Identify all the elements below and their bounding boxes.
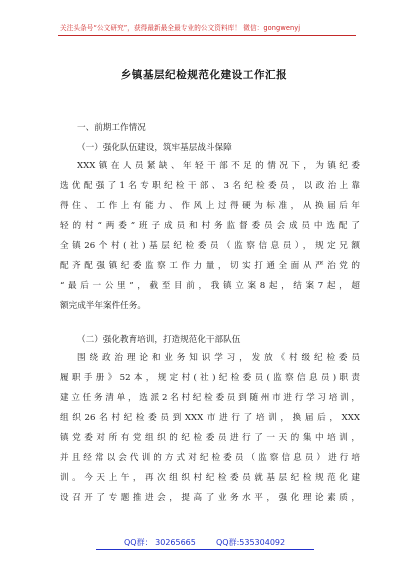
paragraph-line: 全镇26个村(社)基层纪检委员（监察信息员），规定兄额 [60,241,360,251]
header-banner: 关注头条号“公文研究”，获得最新最全最专业的公文资料库！ 微信：gongwenyj [60,24,301,32]
document-title: 乡镇基层纪检规范化建设工作汇报 [120,69,288,81]
paragraph-1 [60,156,360,316]
paragraph-line: 围绕政治理论和业务知识学习，发放《村级纪检委员 [77,353,360,363]
paragraph-line: 训。今天上午，再次组织村纪检委员就基层纪检规范化建 [60,473,360,483]
paragraph-line: XXX镇在人员紧缺、年轻干部不足的情况下，为镇纪委 [77,161,360,171]
paragraph-line: 配齐配强镇纪委监察工作力量，切实打通全面从严治党的 [60,261,360,271]
paragraph-line: 额完成半年案件任务。 [60,301,146,311]
paragraph-line: 得住、工作上有能力、作风上过得硬为标准，从换届后年 [60,201,360,211]
paragraph-line: 选优配强了1名专职纪检干部、3名纪检委员，以政治上靠 [60,181,360,191]
paragraph-line: 轻的村“两委”班子成员和村务监督委员会成员中选配了 [60,221,360,231]
section-heading: 一、前期工作情况 [77,123,146,133]
subsection-heading-1: （一）强化队伍建设，筑牢基层战斗保障 [77,143,232,153]
header-divider [58,35,356,36]
paragraph-2 [60,348,360,508]
paragraph-line: 组织26名村纪检委员到XXX市进行了培训，换届后，XXX [60,413,360,423]
subsection-heading-2: （二）强化教育培训，打造规范化干部队伍 [77,335,241,345]
footer-divider [96,549,314,550]
paragraph-line: 并且经常以会代训的方式对纪检委员（监察信息员）进行培 [60,453,360,463]
paragraph-line: 镇党委对所有党组织的纪检委员进行了一天的集中培训， [60,433,360,443]
paragraph-line: 建立任务清单，选派2名村纪检委员到随州市进行学习培训， [60,393,360,403]
paragraph-line: 履职手册》52本，规定村(社)纪检委员(监察信息员)职责 [60,373,360,383]
paragraph-line: “最后一公里”，截至目前，我镇立案8起，结案7起，超 [60,281,360,291]
paragraph-line: 设召开了专题推进会，提高了业务水平，强化理论素质， [60,493,360,503]
footer-qq-group-1: QQ群： 30265665 [124,538,196,547]
footer-qq-group-2: QQ群:535304092 [216,538,286,547]
